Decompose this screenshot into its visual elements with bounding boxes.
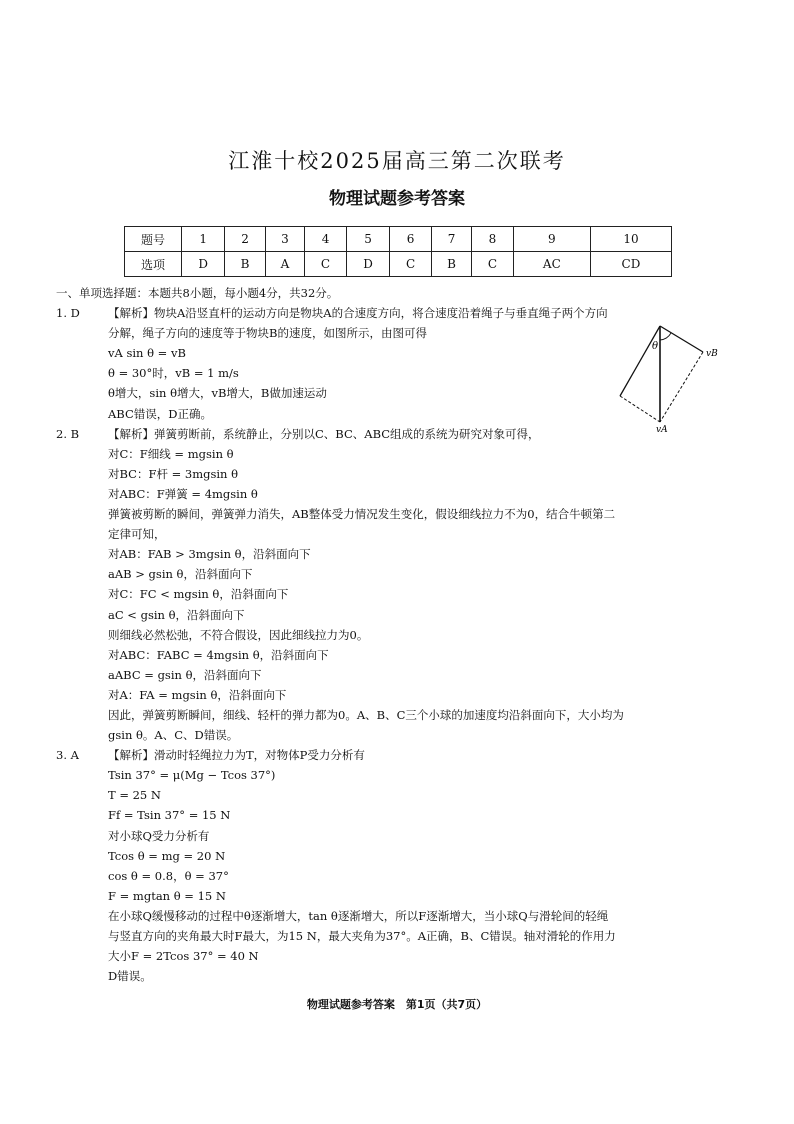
table-row (125, 227, 672, 252)
table-cell: A (265, 252, 305, 277)
equation-line: aABC = gsin θ，沿斜面向下 (108, 667, 262, 682)
question-number: 1. D (56, 306, 80, 321)
table-cell: 5 (346, 227, 389, 252)
page-title: 江淮十校2025届高三第二次联考 (228, 149, 566, 173)
equation-line: Tcos θ = mg = 20 N (108, 848, 226, 863)
equation-line: 大小F = 2Tcos 37° = 40 N (108, 949, 259, 964)
equation-line: 对C：F细线 = mgsin θ (108, 446, 234, 461)
table-cell: D (346, 252, 389, 277)
section-heading: 一、单项选择题：本题共8小题，每小题4分，共32分。 (56, 286, 339, 300)
equation-line: 对ABC：F弹簧 = 4mgsin θ (108, 486, 258, 501)
equation-line: vA sin θ = vB (108, 346, 186, 361)
solution-line: 弹簧被剪断的瞬间，弹簧弹力消失，AB整体受力情况发生变化，假设细线拉力不为0，结合牛顿第二 (108, 507, 616, 522)
solution-line: 在小球Q缓慢移动的过程中θ逐渐增大，tan θ逐渐增大，所以F逐渐增大，当小球Q与滑轮间的轻绳 (108, 908, 609, 923)
solution-line: 与竖直方向的夹角最大时F最大，为15 N，最大夹角为37°。A正确，B、C错误。轴对滑轮的作用力 (108, 929, 616, 943)
solution-line: 【解析】物块A沿竖直杆的运动方向是物块A的合速度方向，将合速度沿着绳子与垂直绳子两个方向 (108, 306, 608, 321)
page-footer: 物理试题参考答案 第1页（共7页） (306, 998, 488, 1011)
question-number: 3. A (56, 748, 79, 763)
question-3 (56, 745, 728, 765)
solution-line: 定律可知， (108, 527, 166, 542)
equation-line: 对A：FA = mgsin θ，沿斜面向下 (108, 687, 287, 702)
table-cell: CD (590, 252, 671, 277)
table-cell: AC (513, 252, 590, 277)
table-cell: B (225, 252, 265, 277)
solution-line: 分解，绳子方向的速度等于物块B的速度，如图所示，由图可得 (108, 326, 427, 341)
table-cell: 10 (590, 227, 671, 252)
table-cell: B (431, 252, 471, 277)
table-cell: 2 (225, 227, 265, 252)
solution-line: 因此，弹簧剪断瞬间，细线、轻杆的弹力都为0。A、B、C三个小球的加速度均沿斜面向下，大小均为 (108, 707, 624, 722)
table-cell: 1 (182, 227, 225, 252)
equation-line: θ = 30°时，vB = 1 m/s (108, 366, 239, 381)
table-cell: 3 (265, 227, 305, 252)
angle-arc (660, 333, 671, 340)
vb-label: vB (706, 349, 718, 359)
equation-line: F = mgtan θ = 15 N (108, 888, 226, 903)
solution-line: 【解析】弹簧剪断前，系统静止，分别以C、BC、ABC组成的系统为研究对象可得， (108, 426, 540, 441)
solution-line: 则细线必然松弛，不符合假设，因此细线拉力为0。 (108, 627, 369, 642)
row-label-answer: 选项 (125, 252, 182, 277)
equation-line: aC < gsin θ，沿斜面向下 (108, 607, 245, 622)
row-label-number: 题号 (125, 227, 182, 252)
table-row (125, 252, 672, 277)
equation-line: aAB > gsin θ，沿斜面向下 (108, 567, 253, 582)
page-subtitle: 物理试题参考答案 (329, 189, 465, 209)
solution-line: ABC错误，D正确。 (108, 406, 212, 421)
velocity-decomposition-diagram (608, 322, 728, 434)
answer-table (124, 226, 672, 277)
table-cell: C (305, 252, 347, 277)
va-label: vA (656, 425, 668, 434)
equation-line: 对BC：F杆 = 3mgsin θ (108, 466, 239, 481)
table-cell: 7 (431, 227, 471, 252)
equation-line: 对C：FC < mgsin θ，沿斜面向下 (108, 587, 289, 602)
table-cell: 4 (305, 227, 347, 252)
table-cell: C (472, 252, 514, 277)
equation-line: cos θ = 0.8，θ = 37° (108, 868, 229, 883)
equation-line: 对ABC：FABC = 4mgsin θ，沿斜面向下 (108, 647, 329, 662)
equation-line: T = 25 N (108, 788, 161, 803)
solution-line: θ增大，sin θ增大，vB增大，B做加速运动 (108, 386, 327, 401)
question-number: 2. B (56, 426, 80, 441)
dashed-line (620, 396, 660, 422)
theta-label: θ (652, 341, 659, 352)
solution-line: 对小球Q受力分析有 (108, 828, 210, 843)
question-1 (56, 303, 728, 323)
equation-line: Tsin 37° = μ(Mg − Tcos 37°) (108, 768, 276, 783)
dashed-line (660, 352, 703, 422)
equation-line: 对AB：FAB > 3mgsin θ，沿斜面向下 (108, 547, 311, 562)
table-cell: 8 (472, 227, 514, 252)
table-cell: D (182, 252, 225, 277)
equation-line: Ff = Tsin 37° = 15 N (108, 808, 231, 823)
solution-line: 【解析】滑动时轻绳拉力为T，对物体P受力分析有 (108, 748, 365, 763)
rope-direction-line (660, 326, 703, 352)
table-cell: C (390, 252, 432, 277)
solution-line: D错误。 (108, 969, 152, 984)
table-cell: 9 (513, 227, 590, 252)
table-cell: 6 (390, 227, 432, 252)
perpendicular-line (620, 326, 660, 396)
solution-line: gsin θ。A、C、D错误。 (108, 728, 239, 743)
